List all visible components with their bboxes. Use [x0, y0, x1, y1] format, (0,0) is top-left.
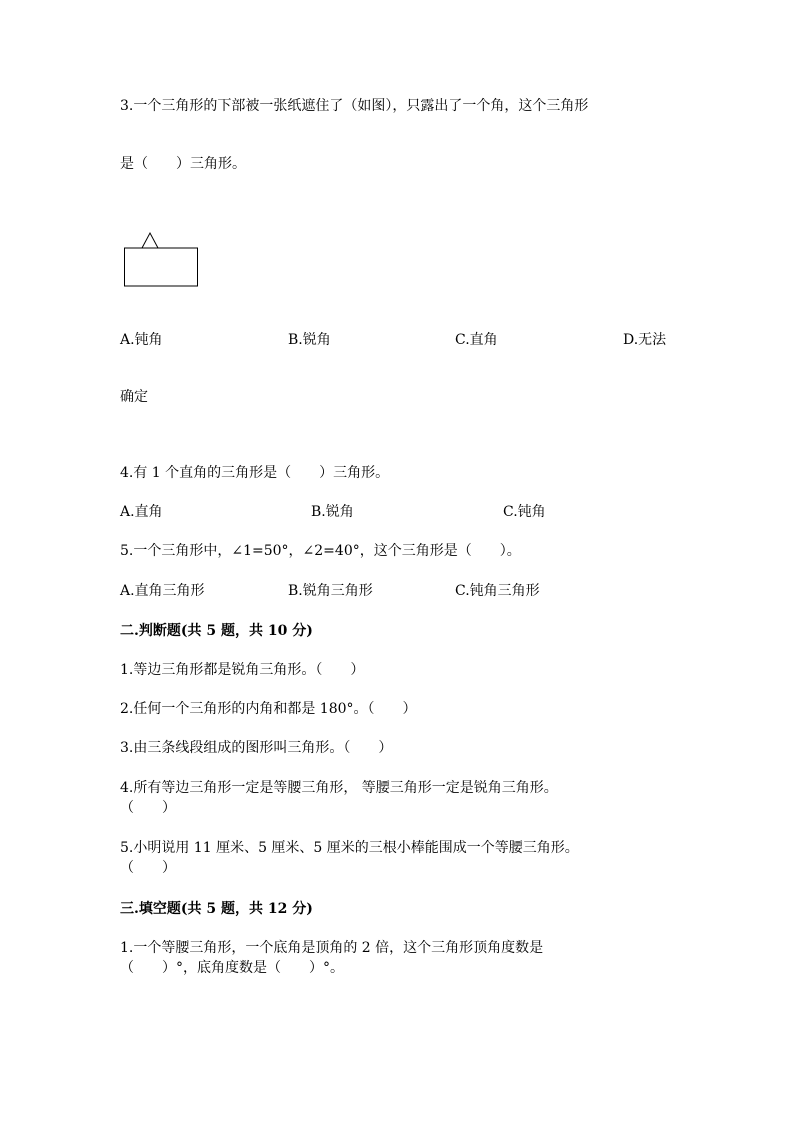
fill-item-1-cont: （ ）°，底角度数是（ ）°。 — [120, 960, 344, 976]
tf-item-5: 5.小明说用 11 厘米、5 厘米、5 厘米的三根小棒能围成一个等腰三角形。 — [120, 840, 579, 856]
covered-triangle-figure — [124, 230, 200, 290]
q3-option-c: C.直角 — [455, 332, 498, 348]
tf-item-4: 4.所有等边三角形一定是等腰三角形， 等腰三角形一定是锐角三角形。 — [120, 780, 558, 796]
q5-text: 5.一个三角形中，∠1=50°，∠2=40°，这个三角形是（ ）。 — [120, 543, 521, 559]
q3-line1: 3.一个三角形的下部被一张纸遮住了（如图），只露出了一个角，这个三角形 — [120, 98, 589, 114]
q4-text: 4.有 1 个直角的三角形是（ ）三角形。 — [120, 465, 390, 481]
q3-option-a: A.钝角 — [120, 332, 163, 348]
q3-option-b: B.锐角 — [288, 332, 331, 348]
covering-paper — [125, 248, 198, 286]
q5-option-c: C.钝角三角形 — [455, 583, 540, 599]
fill-item-1: 1.一个等腰三角形，一个底角是顶角的 2 倍，这个三角形顶角度数是 — [120, 940, 544, 956]
triangle-tip — [142, 233, 158, 248]
tf-item-2: 2.任何一个三角形的内角和都是 180°。（ ） — [120, 701, 417, 717]
section-title: 二.判断题(共 5 题，共 10 分) — [120, 623, 313, 639]
tf-item-5-cont: （ ） — [120, 860, 176, 876]
tf-item-3: 3.由三条线段组成的图形叫三角形。（ ） — [120, 740, 393, 756]
q4-option-b: B.锐角 — [311, 504, 354, 520]
section-title: 三.填空题(共 5 题，共 12 分) — [120, 901, 313, 917]
q3-option-d-cont: 确定 — [120, 389, 148, 405]
tf-item-4-cont: （ ） — [120, 800, 176, 816]
q4-option-c: C.钝角 — [503, 504, 546, 520]
tf-item-1: 1.等边三角形都是锐角三角形。（ ） — [120, 662, 365, 678]
q4-option-a: A.直角 — [120, 504, 163, 520]
q5-option-a: A.直角三角形 — [120, 583, 205, 599]
q3-option-d: D.无法 — [623, 332, 667, 348]
q5-option-b: B.锐角三角形 — [288, 583, 373, 599]
q3-line2: 是（ ）三角形。 — [120, 156, 246, 172]
